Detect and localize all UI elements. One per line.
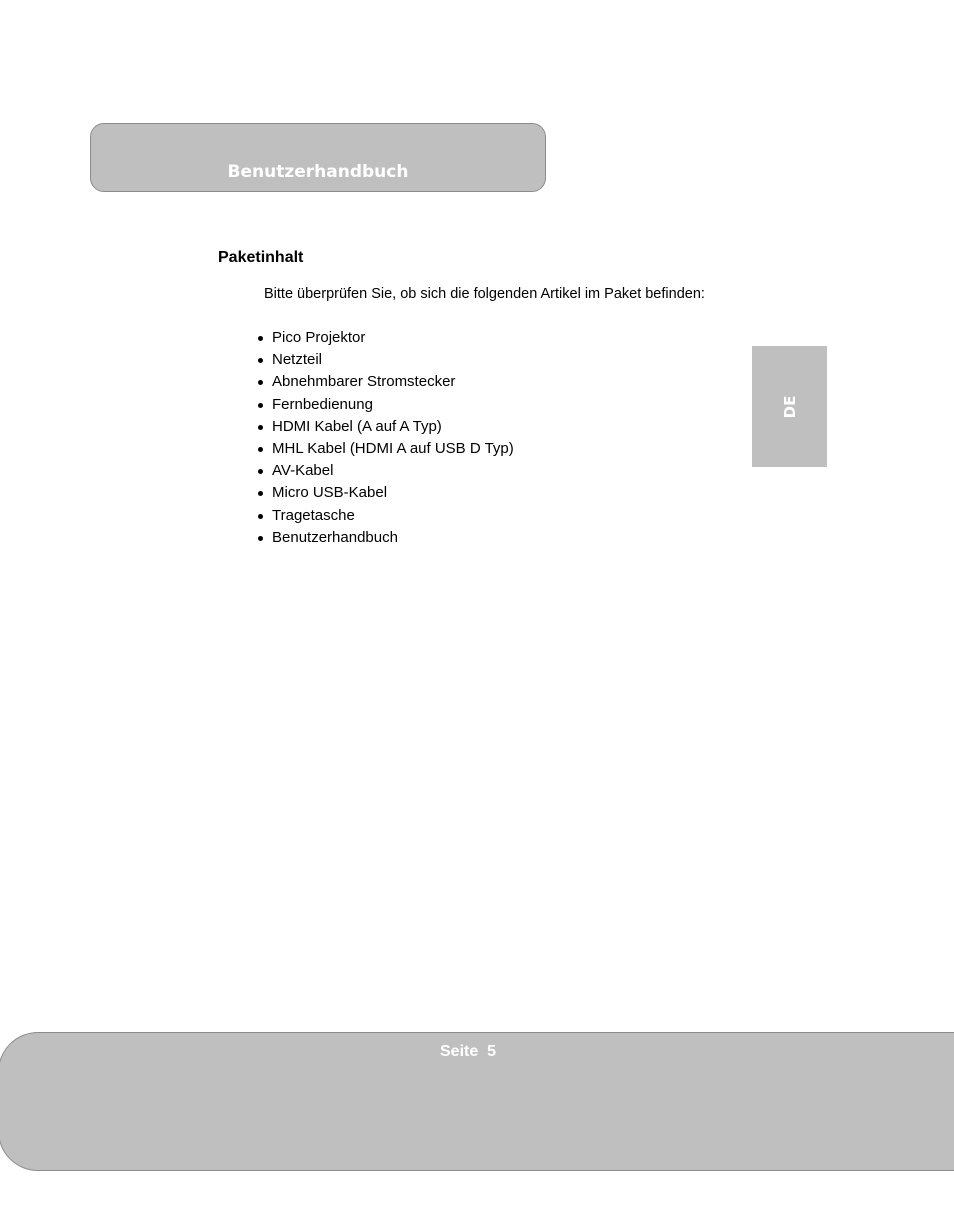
intro-text: Bitte überprüfen Sie, ob sich die folgenden Artikel im Paket befinden: [264,286,705,302]
bullet-icon [258,403,263,408]
list-item [258,350,514,372]
bullet-icon [258,491,263,496]
header-title: Benutzerhandbuch [227,162,409,182]
bullet-icon [258,380,263,385]
bullet-icon [258,425,263,430]
list-item-label: AV-Kabel [272,462,334,480]
bullet-icon [258,358,263,363]
list-item [258,506,514,528]
package-contents-list [258,328,514,550]
list-item-label: Fernbedienung [272,395,373,413]
list-item [258,417,514,439]
list-item [258,461,514,483]
language-tab [752,346,827,467]
bullet-icon [258,447,263,452]
list-item-label: Pico Projektor [272,329,366,346]
page-number: Seite 5 [440,1043,497,1060]
list-item [258,372,514,394]
bullet-icon [258,536,263,541]
list-item-label: Micro USB-Kabel [272,484,388,502]
list-item [258,395,514,417]
list-item-label: Benutzerhandbuch [272,528,398,546]
list-item-label: Netzteil [272,351,323,369]
list-item-label: HDMI Kabel (A auf A Typ) [272,417,442,435]
language-tab-label: DE [780,395,799,418]
list-item-label: MHL Kabel (HDMI A auf USB D Typ) [272,439,514,457]
list-item [258,483,514,505]
list-item [258,328,514,350]
list-item [258,528,514,550]
bullet-icon [258,469,263,474]
header-banner [90,123,546,192]
section-heading: Paketinhalt [218,249,304,266]
list-item-label: Tragetasche [272,506,355,524]
bullet-icon [258,514,263,519]
list-item [258,439,514,461]
bullet-icon [258,336,263,341]
list-item-label: Abnehmbarer Stromstecker [272,373,456,391]
